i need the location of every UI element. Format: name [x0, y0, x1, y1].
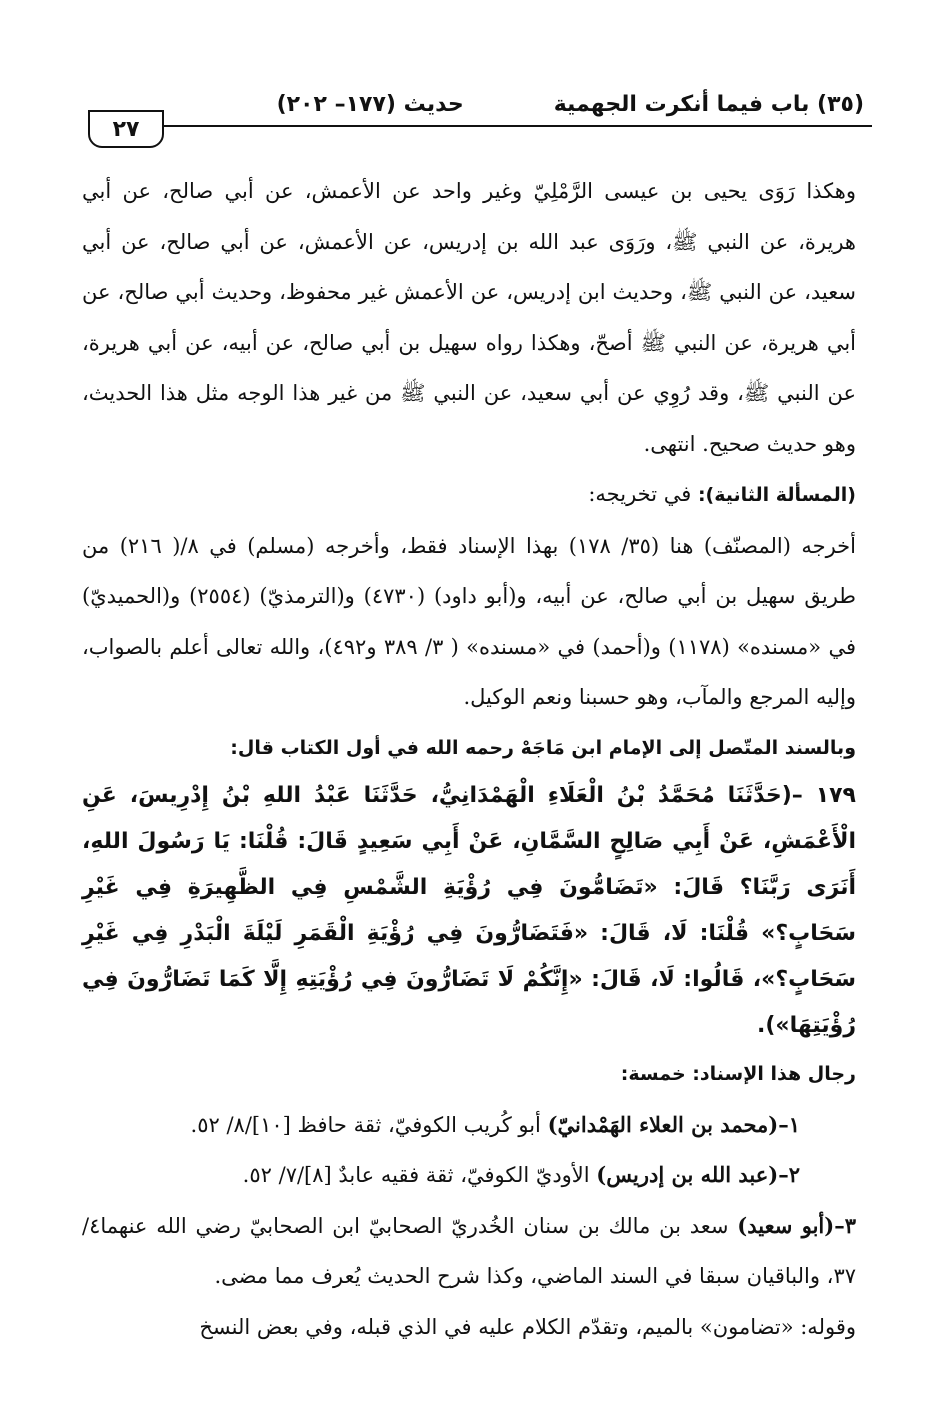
paragraph-tirmidhi-quote: وهكذا رَوَى يحيى بن عيسى الرَّمْلِيّ وغير واحد عن الأعمش، عن أبي صالح، عن أبي هريرة، عن النبي ﷺ، ورَوَى عبد الله بن إدريس، عن الأعمش، عن أبي صالح، عن أبي سعيد، عن النبي ﷺ، وحديث ابن إدريس، عن الأعمش غير محفوظ، وحديث أبي صالح، عن أبي هريرة، عن النبي ﷺ أصحّ، وهكذا رواه سهيل بن أبي صالح، عن أبيه، عن أبي هريرة، عن النبي ﷺ، وقد رُوِي عن أبي سعيد، عن النبي ﷺ من غير هذا الوجه مثل هذا الحديث، وهو حديث صحيح. انتهى.	[82, 179, 856, 456]
paragraph-commentary: وقوله: «تضامون» بالميم، وتقدّم الكلام عليه في الذي قبله، وفي بعض النسخ	[199, 1314, 856, 1339]
chapter-title: (٣٥) باب فيما أنكرت الجهمية	[553, 91, 864, 117]
narrator-2-name: ٢–(عبد الله بن إدريس)	[596, 1162, 800, 1187]
rijal-heading: رجال هذا الإسناد: خمسة:	[620, 1063, 856, 1085]
narrator-1-name: ١–(محمد بن العلاء الهَمْدانيّ)	[547, 1111, 800, 1137]
narrator-1-detail: أبو كُريب الكوفيّ، ثقة حافظ [١٠]/٨/ ٥٢.	[190, 1112, 548, 1137]
paragraph-takhrij: أخرجه (المصنّف) هنا (٣٥/ ١٧٨) بهذا الإسناد فقط، وأخرجه (مسلم) في ٨/( ٢١٦) من طريق سهيل بن أبي صالح، عن أبيه، و(أبو داود) (٤٧٣٠) و(الترمذيّ) (٢٥٥٤) و(الحميديّ) في «مسنده» (١١٧٨) و(أحمد) في «مسنده» ( ٣/ ٣٨٩ و٤٩٢)، والله تعالى أعلم بالصواب، وإليه المرجع والمآب، وهو حسبنا ونعم الوكيل.	[82, 533, 856, 709]
narrator-1	[82, 1100, 856, 1151]
sanad-heading: وبالسند المتّصل إلى الإمام ابن مَاجَهْ رحمه الله في أول الكتاب قال:	[230, 736, 856, 759]
section-takhrij	[82, 469, 856, 521]
section-label: (المسألة الثانية):	[697, 484, 856, 506]
header-rule	[90, 125, 872, 127]
narrator-2	[82, 1150, 856, 1201]
section-title: في تخريجه:	[588, 482, 698, 506]
hadith-range: حديث (١٧٧– ٢٠٢)	[276, 91, 464, 117]
narrator-2-detail: الأوديّ الكوفيّ، ثقة فقيه عابدٌ [٨]/٧/ ٥٢.	[242, 1163, 597, 1187]
narrator-3	[82, 1201, 856, 1302]
narrator-3-detail: سعد بن مالك بن سنان الخُدريّ الصحابيّ ابن الصحابيّ رضي الله عنهما٤/ ٣٧، والباقيان سبقا في السند الماضي، وكذا شرح الحديث يُعرف مما مضى.	[82, 1213, 856, 1288]
running-header	[78, 84, 874, 124]
page-body	[82, 166, 856, 1352]
hadith-179-text: ١٧٩ –(حَدَّثَنَا مُحَمَّدُ بْنُ الْعَلَاءِ الْهَمْدَانِيُّ، حَدَّثَنَا عَبْدُ اللهِ بْنُ إِدْرِيسَ، عَنِ الْأَعْمَشِ، عَنْ أَبِي صَالِحٍ السَّمَّانِ، عَنْ أَبِي سَعِيدٍ قَالَ: قُلْنَا: يَا رَسُولَ اللهِ، أَنَرَى رَبَّنَا؟ قَالَ: «تَضَامُّونَ فِي رُؤْيَةِ الشَّمْسِ فِي الظَّهِيرَةِ فِي غَيْرِ سَحَابٍ؟» قُلْنَا: لَا، قَالَ: «فَتَضَارُّونَ فِي رُؤْيَةِ الْقَمَرِ لَيْلَةَ الْبَدْرِ فِي غَيْرِ سَحَابٍ؟»، قَالُوا: لَا، قَالَ: «إِنَّكُمْ لَا تَضَارُّونَ فِي رُؤْيَتِهِ إِلَّا كَمَا تَضَارُّونَ فِي رُؤْيَتِهَا»).	[82, 783, 856, 1038]
page-number: ٢٧	[88, 110, 164, 148]
narrator-3-name: ٣–(أبو سعيد)	[737, 1212, 856, 1238]
